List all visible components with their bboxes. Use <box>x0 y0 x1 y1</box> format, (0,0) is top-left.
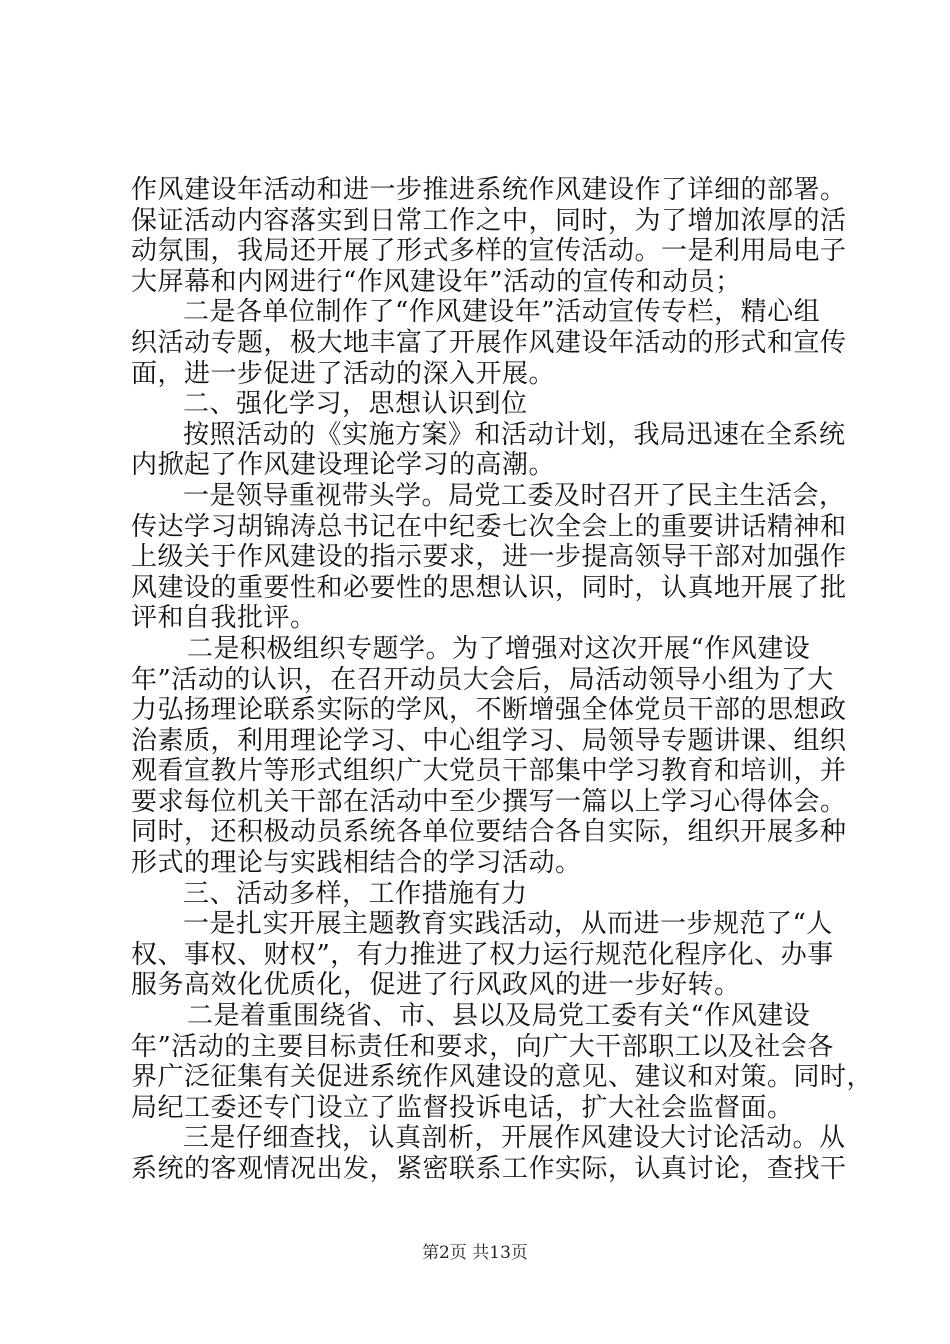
text-line: 作风建设年活动和进一步推进系统作风建设作了详细的部署。 <box>131 175 847 205</box>
text-line: 权、事权、财权”，有力推进了权力运行规范化程序化、办事 <box>131 939 834 970</box>
text-line: 面，进一步促进了活动的深入开展。 <box>131 358 556 389</box>
text-line: 风建设的重要性和必要性的思想认识，同时，认真地开展了批 <box>131 572 847 603</box>
text-line: 动氛围，我局还开展了形式多样的宣传活动。一是利用局电子 <box>131 236 847 267</box>
text-line: 二是着重围绕省、市、县以及局党工委有关“作风建设 <box>187 1001 811 1032</box>
text-line: 三是仔细查找，认真剖析，开展作风建设大讨论活动。从 <box>183 1123 846 1154</box>
document-body <box>131 175 874 1185</box>
text-line: 传达学习胡锦涛总书记在中纪委七次全会上的重要讲话精神和 <box>131 511 847 542</box>
text-line: 评和自我批评。 <box>131 603 317 634</box>
text-line: 形式的理论与实践相结合的学习活动。 <box>131 848 582 879</box>
text-line: 界广泛征集有关促进系统作风建设的意见、建议和对策。同时， <box>131 1062 874 1093</box>
text-line: 一是扎实开展主题教育实践活动，从而进一步规范了“人 <box>183 909 833 940</box>
text-line: 要求每位机关干部在活动中至少撰写一篇以上学习心得体会。 <box>131 786 847 817</box>
text-line: 三、活动多样，工作措施有力 <box>183 878 528 909</box>
text-line: 力弘扬理论联系实际的学风，不断增强全体党员干部的思想政 <box>131 695 847 726</box>
text-line: 观看宣教片等形式组织广大党员干部集中学习教育和培训，并 <box>131 756 847 787</box>
text-line: 大屏幕和内网进行“作风建设年”活动的宣传和动员； <box>131 266 742 297</box>
text-line: 系统的客观情况出发，紧密联系工作实际，认真讨论，查找干 <box>131 1154 847 1184</box>
page-footer: 第2页 共13页 <box>422 1243 528 1263</box>
text-line: 二是积极组织专题学。为了增强对这次开展“作风建设 <box>187 633 811 664</box>
text-line: 上级关于作风建设的指示要求，进一步提高领导干部对加强作 <box>131 542 847 573</box>
text-line: 服务高效化优质化，促进了行风政风的进一步好转。 <box>131 970 741 1001</box>
text-line: 年”活动的主要目标责任和要求，向广大干部职工以及社会各 <box>131 1031 834 1062</box>
text-line: 内掀起了作风建设理论学习的高潮。 <box>131 450 556 481</box>
text-line: 一是领导重视带头学。局党工委及时召开了民主生活会， <box>183 480 846 511</box>
text-line: 按照活动的《实施方案》和活动计划，我局迅速在全系统 <box>183 419 846 450</box>
text-line: 同时，还积极动员系统各单位要结合各自实际，组织开展多种 <box>131 817 847 848</box>
text-line: 保证活动内容落实到日常工作之中，同时，为了增加浓厚的活 <box>131 205 847 236</box>
text-line: 年”活动的认识，在召开动员大会后，局活动领导小组为了大 <box>131 664 834 695</box>
text-line: 二是各单位制作了“作风建设年”活动宣传专栏，精心组 <box>183 297 821 328</box>
text-line: 二、强化学习，思想认识到位 <box>183 389 528 420</box>
text-line: 治素质，利用理论学习、中心组学习、局领导专题讲课、组织 <box>131 725 847 756</box>
text-line: 织活动专题，极大地丰富了开展作风建设年活动的形式和宣传 <box>131 327 847 358</box>
text-line: 局纪工委还专门设立了监督投诉电话，扩大社会监督面。 <box>131 1092 794 1123</box>
